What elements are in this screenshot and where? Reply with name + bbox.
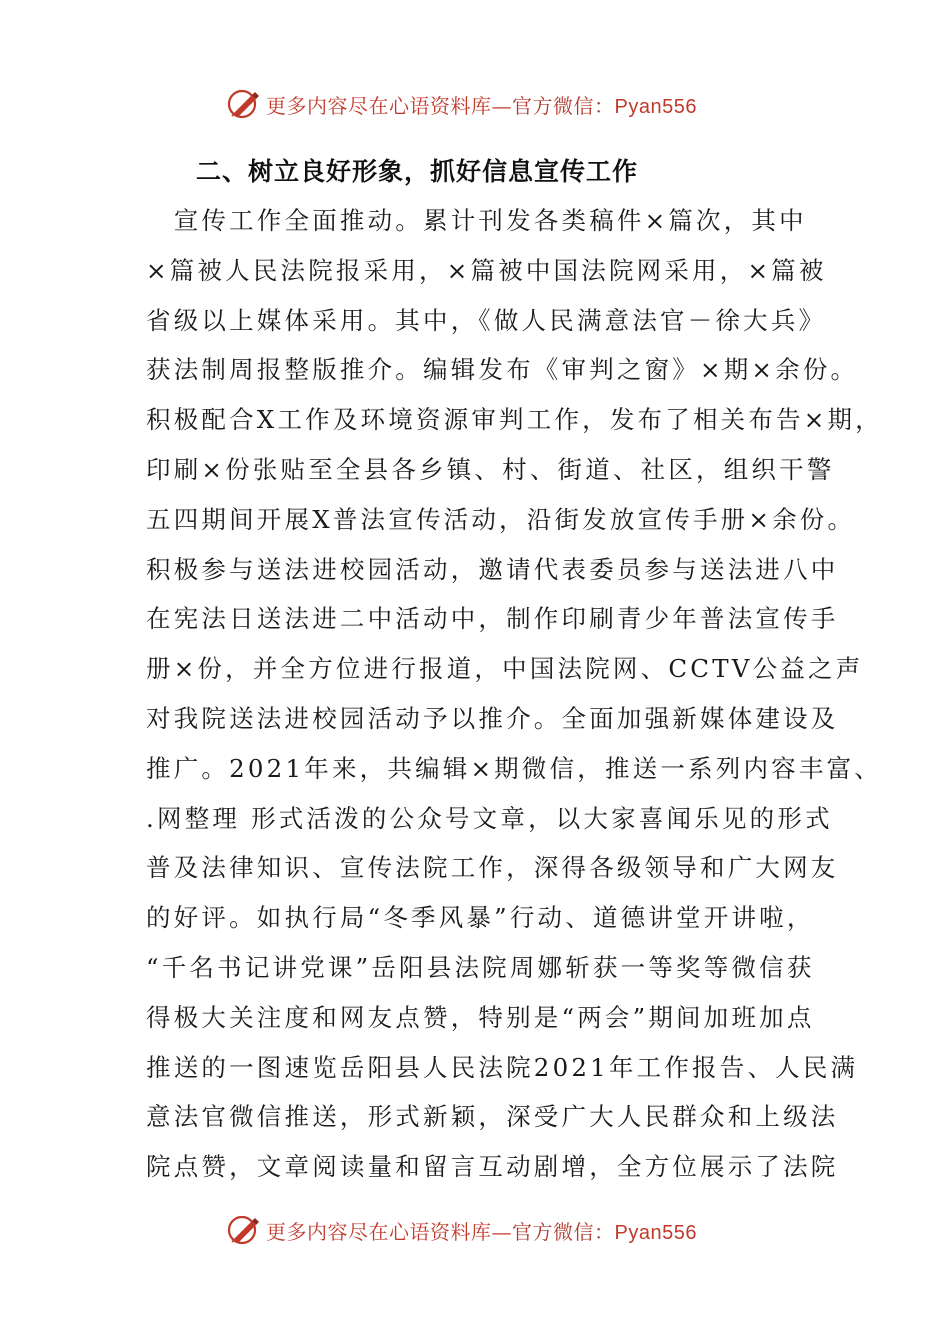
section-heading: 二、树立良好形象，抓好信息宣传工作 <box>196 157 639 186</box>
text-line: 积极配合X工作及环境资源审判工作，发布了相关布告×期， <box>146 405 883 435</box>
header-watermark-banner <box>0 84 950 124</box>
text-line: 对我院送法进校园活动予以推介。全面加强新媒体建设及 <box>146 703 839 733</box>
watermark-wechat-label: 官方微信： <box>512 1220 615 1244</box>
text-line: .网整理 形式活泼的公众号文章，以大家喜闻乐见的形式 <box>146 803 833 833</box>
text-line: 得极大关注度和网友点赞，特别是“两会”期间加班加点 <box>146 1002 815 1032</box>
text-line: 印刷×份张贴至全县各乡镇、村、街道、社区，组织干警 <box>146 454 835 484</box>
text-line: “千名书记讲党课”岳阳县法院周娜斩获一等奖等微信获 <box>146 952 815 982</box>
watermark-wechat-label: 官方微信： <box>512 94 615 118</box>
text-line: 省级以上媒体采用。其中，《做人民满意法官－徐大兵》 <box>146 305 827 335</box>
text-line: 推送的一图速览岳阳县人民法院2021年工作报告、人民满 <box>146 1052 859 1082</box>
text-line: 五四期间开展X普法宣传活动，沿街发放宣传手册×余份。 <box>146 504 856 534</box>
text-line: 的好评。如执行局“冬季风暴”行动、道德讲堂开讲啦， <box>146 903 815 933</box>
text-line: 获法制周报整版推介。编辑发布《审判之窗》×期×余份。 <box>146 355 859 385</box>
watermark-main: 更多内容尽在心语资料库 <box>266 94 492 118</box>
text-line: 普及法律知识、宣传法院工作，深得各级领导和广大网友 <box>146 853 839 883</box>
watermark-dash: — <box>491 1220 512 1244</box>
text-line: 宣传工作全面推动。累计刊发各类稿件×篇次，其中 <box>146 206 807 235</box>
pen-logo-icon <box>226 86 262 122</box>
watermark-text <box>266 90 697 119</box>
watermark-text <box>266 1216 697 1245</box>
body-paragraph <box>146 196 883 1192</box>
pen-logo-icon <box>226 1212 262 1248</box>
text-line: 册×份，并全方位进行报道，中国法院网、CCTV公益之声 <box>146 654 864 684</box>
watermark-wechat-id: Pyan556 <box>614 1222 697 1244</box>
watermark-dash: — <box>491 94 512 118</box>
footer-watermark-banner <box>0 1210 950 1250</box>
text-line: ×篇被人民法院报采用，×篇被中国法院网采用，×篇被 <box>146 255 827 285</box>
text-line: 意法官微信推送，形式新颖，深受广大人民群众和上级法 <box>146 1102 839 1132</box>
watermark-wechat-id: Pyan556 <box>614 96 697 118</box>
text-line: 在宪法日送法进二中活动中，制作印刷青少年普法宣传手 <box>146 604 839 634</box>
text-line: 积极参与送法进校园活动，邀请代表委员参与送法进八中 <box>146 554 839 584</box>
text-line: 院点赞，文章阅读量和留言互动剧增，全方位展示了法院 <box>146 1152 839 1182</box>
watermark-main: 更多内容尽在心语资料库 <box>266 1220 492 1244</box>
text-line: 推广。2021年来，共编辑×期微信，推送一系列内容丰富、 <box>146 753 882 783</box>
